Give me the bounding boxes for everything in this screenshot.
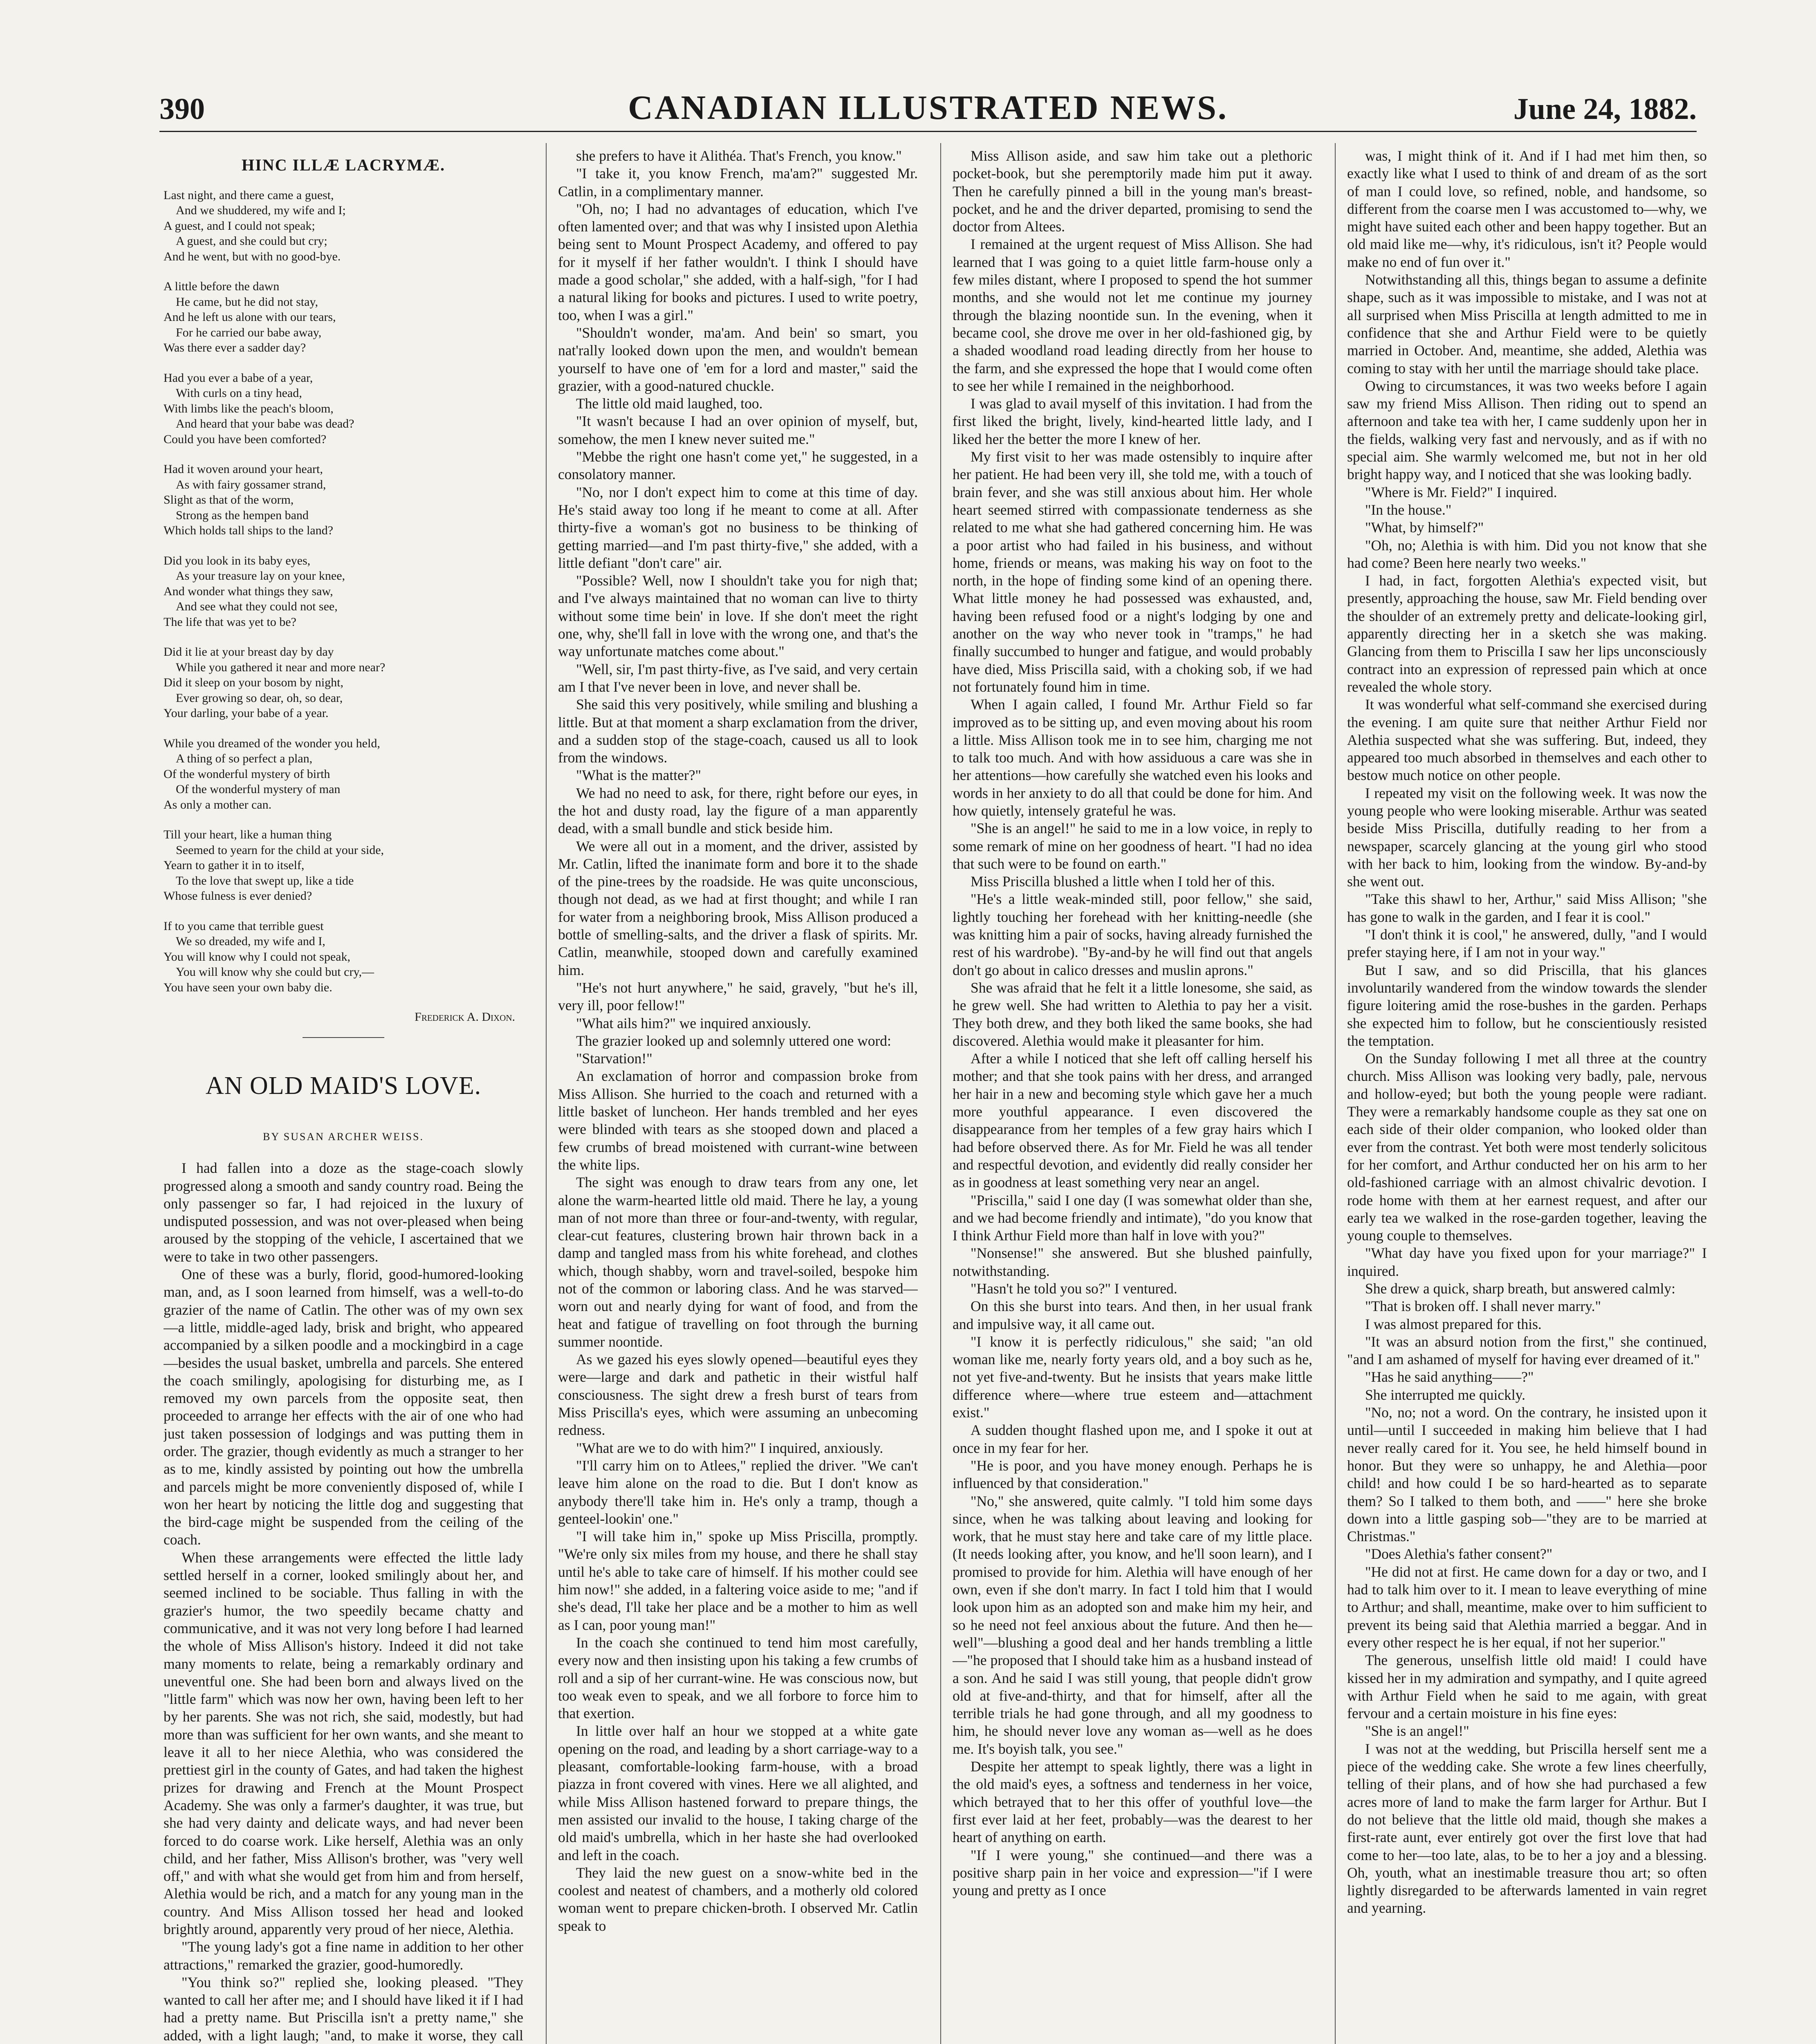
poem-line: Of the wonderful mystery of man [176, 782, 341, 796]
poem-line: While you gathered it near and more near? [176, 660, 386, 674]
header-rule [159, 131, 1697, 132]
paragraph: "Shouldn't wonder, ma'am. And bein' so smart, you nat'rally looked down upon the men, and wouldn't bemean yourself to have one of 'em for a lord and master," said the grazier, with a good-natured chuckle. [558, 324, 918, 394]
paragraph: We were all out in a moment, and the driver, assisted by Mr. Catlin, lifted the inanimate form and bore it to the shade of the pine-trees by the roadside. He was quite unconscious, though not dead, as we had at first thought; and while I ran for water from a neighboring brook, Miss Allison produced a bottle of smelling-salts, and the driver a flask of spirits. Mr. Catlin, meanwhile, stooped down and carefully examined him. [558, 838, 918, 978]
paragraph: "No, no; not a word. On the contrary, he insisted upon it until—until I succeeded in making him believe that I had never really cared for it. You see, he held himself bound in honor. But they were so unhappy, he and Alethia—poor child! and how could I be so hard-hearted as to separate them? So I talked to them both, and ——" here she broke down into a little gasping sob—"they are to be married at Christmas." [1347, 1404, 1707, 1545]
paragraph: In the coach she continued to tend him most carefully, every now and then insisting upon his taking a few crumbs of roll and a sip of her currant-wine. He was conscious now, but too weak even to speak, and we all forbore to force him to that exertion. [558, 1634, 918, 1722]
column-2-text [558, 147, 918, 1935]
paragraph: "He is poor, and you have money enough. Perhaps he is influenced by that consideration." [953, 1457, 1312, 1492]
paragraph: "What are we to do with him?" I inquired, anxiously. [576, 1439, 883, 1456]
poem-line: Whose fulness is ever denied? [164, 889, 312, 903]
story-byline: BY SUSAN ARCHER WEISS. [263, 1130, 424, 1143]
poem-line: And heard that your babe was dead? [176, 417, 354, 431]
paragraph: "Starvation!" [576, 1050, 652, 1067]
poem-line: As your treasure lay on your knee, [176, 569, 345, 583]
paragraph: I was almost prepared for this. [1365, 1316, 1542, 1332]
paragraph: The little old maid laughed, too. [576, 395, 763, 412]
column-3-text [953, 147, 1312, 1899]
poem-stanza [164, 188, 523, 264]
paragraph: "He's not hurt anywhere," he said, gravely, "but he's ill, very ill, poor fellow!" [558, 979, 918, 1014]
paragraph: Despite her attempt to speak lightly, there was a light in the old maid's eyes, a softness and tenderness in her voice, which betrayed that to her this offer of youthful love—the first ever laid at her feet, probably—was the dearest to her heart of anything on earth. [953, 1758, 1312, 1846]
paragraph: "What ails him?" we inquired anxiously. [576, 1015, 811, 1031]
column-2 [558, 147, 918, 2044]
paragraph: "She is an angel!" he said to me in a low voice, in reply to some remark of mine on her goodness of heart. "I had no idea that such were to be found on earth." [953, 820, 1312, 872]
paragraph: On the Sunday following I met all three at the country church. Miss Allison was looking very badly, pale, nervous and hollow-eyed; but both the young people were radiant. They were a remarkably handsome couple as they sat one on each side of their older companion, who looked older than ever from the contrast. Yet both were most tenderly solicitous for her comfort, and Arthur conducted her on his arm to her old-fashioned carriage with an almost chivalric devotion. I rode home with them at her earnest request, and after our early tea we walked in the rose-garden together, leaving the young couple to themselves. [1347, 1050, 1707, 1244]
poem-line: Had you ever a babe of a year, [164, 371, 313, 385]
poem-line: With limbs like the peach's bloom, [164, 401, 334, 415]
paragraph: As we gazed his eyes slowly opened—beautiful eyes they were—large and dark and pathetic in their wistful half consciousness. The sight drew a fresh burst of tears from Miss Priscilla's eyes, which were assuming an unbecoming redness. [558, 1351, 918, 1439]
paragraph: "Has he said anything——?" [1365, 1369, 1534, 1385]
poem-author: Frederick A. Dixon. [415, 1010, 515, 1024]
poem-line: Your darling, your babe of a year. [164, 706, 329, 720]
paragraph: "In the house." [1365, 501, 1452, 518]
poem-line: You will know why I could not speak, [164, 950, 350, 964]
column-4-text [1347, 147, 1707, 1917]
paragraph: I was glad to avail myself of this invitation. I had from the first liked the bright, lively, kind-hearted little lady, and I liked her the better the more I knew of her. [953, 395, 1312, 447]
poem-stanza [164, 919, 523, 995]
poem-line: A thing of so perfect a plan, [176, 752, 313, 766]
paragraph: Miss Allison aside, and saw him take out a plethoric pocket-book, but she peremptorily made him put it away. Then he carefully pinned a bill in the young man's breast-pocket, and he and the driver departed, promising to send the doctor from Altees. [953, 148, 1312, 235]
poem-line: Strong as the hempen band [176, 508, 309, 522]
poem-line: Slight as that of the worm, [164, 493, 294, 507]
poem-line: A guest, and I could not speak; [164, 219, 315, 233]
paragraph: "What, by himself?" [1365, 519, 1484, 536]
paragraph: she prefers to have it Alithéa. That's French, you know." [576, 148, 902, 164]
poem-stanza [164, 553, 523, 630]
poem-line: And we shuddered, my wife and I; [176, 204, 346, 217]
paragraph: "Does Alethia's father consent?" [1365, 1546, 1553, 1562]
column-divider [1335, 143, 1336, 2044]
paragraph: "I know it is perfectly ridiculous," she said; "an old woman like me, nearly forty years old, and a boy such as he, not yet five-and-twenty. But he insists that years make little difference where—where true esteem and—attachment exist." [953, 1333, 1312, 1421]
paragraph: I remained at the urgent request of Miss Allison. She had learned that I was going to a quiet little farm-house only a few miles distant, where I proposed to spend the hot summer months, and she would not let me continue my journey through the blazing noontide sun. In the evening, when it became cool, she drove me over in her old-fashioned gig, by a shaded woodland road leading directly from her house to the farm, and she expressed the hope that I would come often to see her while I remained in the neighborhood. [953, 236, 1312, 394]
paragraph: "No," she answered, quite calmly. "I told him some days since, when he was talking about leaving and looking for work, that he must stay here and take care of my little place. (It needs looking after, you know, and he'll soon learn), and I promised to provide for him. Alethia will have enough of her own, even if she don't marry. In fact I told him that I would look upon him as an adopted son and make him my heir, and so he need not feel anxious about the future. And then he—well"—blushing a good deal and her hands trembling a little—"he proposed that I should take him as a husband instead of a son. And he said I was still young, that people didn't grow old at five-and-thirty, and that for himself, after all the terrible trials he had gone through, and all my goodness to him, he should never love any woman as—well as he does me. It's boyish talk, you see." [953, 1493, 1312, 1757]
column-divider [546, 143, 547, 2044]
poem-line: For he carried our babe away, [176, 325, 322, 339]
paragraph: "I'll carry him on to Atlees," replied the driver. "We can't leave him alone on the road to die. But I don't know as anybody there'll take him in. He's only a tramp, though a genteel-lookin' one." [558, 1457, 918, 1527]
poem-line: And wonder what things they saw, [164, 584, 333, 598]
paragraph: "It wasn't because I had an over opinion of myself, but, somehow, the men I knew never suited me." [558, 413, 918, 447]
poem-line: We so dreaded, my wife and I, [176, 935, 325, 948]
poem-body [164, 188, 523, 995]
paragraph: "I take it, you know French, ma'am?" suggested Mr. Catlin, in a complimentary manner. [558, 165, 918, 199]
paragraph: "Nonsense!" she answered. But she blushed painfully, notwithstanding. [953, 1245, 1312, 1279]
paragraph: "Oh, no; Alethia is with him. Did you not know that she had come? Been here nearly two weeks." [1347, 537, 1707, 571]
poem-line: Had it woven around your heart, [164, 462, 323, 476]
paragraph: "If I were young," she continued—and there was a positive sharp pain in her voice and expression—"if I were young and pretty as I once [953, 1847, 1312, 1899]
paragraph: "It was an absurd notion from the first," she continued, "and I am ashamed of myself for having ever dreamed of it." [1347, 1333, 1707, 1368]
paragraph: I had fallen into a doze as the stage-coach slowly progressed along a smooth and sandy country road. Being the only passenger so far, I had rejoiced in the luxury of undisputed possession, and was not over-pleased when being aroused by the stopping of the vehicle, I ascertained that we were to take in two other passengers. [164, 1160, 523, 1265]
paragraph: She interrupted me quickly. [1365, 1386, 1526, 1403]
poem-stanza [164, 644, 523, 721]
poem-line: And he left us alone with our tears, [164, 310, 336, 324]
poem-line: With curls on a tiny head, [176, 386, 302, 400]
paragraph: "That is broken off. I shall never marry." [1365, 1298, 1601, 1315]
paragraph: My first visit to her was made ostensibly to inquire after her patient. He had been very ill, she told me, with a touch of brain fever, and she was still anxious about him. Her whole heart seemed stirred with compassionate tenderness as she related to me what she had gathered concerning him. He was a poor artist who had failed in his business, and without home, friends or means, was making his way on foot to the north, in the hope of finding some kind of an opening there. What little money he had possessed was exhausted, and, having been refused food or a night's lodging by one and another on the way who never took in "tramps," he had finally succumbed to hunger and fatigue, and would probably have died, Miss Priscilla said, with a choking sob, if we had not fortunately found him in time. [953, 448, 1312, 695]
poem-line: As only a mother can. [164, 798, 272, 811]
poem-line: Did you look in its baby eyes, [164, 554, 311, 567]
poem-line: Till your heart, like a human thing [164, 828, 332, 842]
poem-line: Did it sleep on your bosom by night, [164, 676, 343, 690]
paragraph: Owing to circumstances, it was two weeks before I again saw my friend Miss Allison. Then riding out to spend an afternoon and take tea with her, I came suddenly upon her in the fields, walking very fast and nervously, and as if with no special aim. She warmly welcomed me, but not in her old bright happy way, and I noticed that she was looking badly. [1347, 377, 1707, 483]
paragraph: "Well, sir, I'm past thirty-five, as I've said, and very certain am I that I've never been in love, and never shall be. [558, 661, 918, 695]
poem-line: To the love that swept up, like a tide [176, 874, 354, 888]
paragraph: She drew a quick, sharp breath, but answered calmly: [1365, 1280, 1676, 1297]
paragraph: "She is an angel!" [1365, 1723, 1469, 1739]
paragraph: "Possible? Well, now I shouldn't take you for nigh that; and I've always maintained that no woman can live to thirty without some time bein' in love. If she don't meet the right one, why, she'll fall in love with the wrong one, and that's the way unfortunate matches come about." [558, 572, 918, 660]
paragraph: On this she burst into tears. And then, in her usual frank and impulsive way, it all came out. [953, 1298, 1312, 1332]
poem-line: A little before the dawn [164, 280, 280, 294]
poem-title: HINC ILLÆ LACRYMÆ. [242, 156, 445, 174]
poem-line: Last night, and there came a guest, [164, 188, 334, 202]
paragraph: But I saw, and so did Priscilla, that his glances involuntarily wandered from the window towards the slender figure loitering amid the rose-bushes in the garden. Perhaps she expected him to follow, but he conscientiously resisted the temptation. [1347, 961, 1707, 1049]
poem-line: And he went, but with no good-bye. [164, 249, 341, 263]
paragraph: The grazier looked up and solemnly uttered one word: [576, 1032, 891, 1049]
column-1-text [164, 1159, 523, 2044]
issue-date: June 24, 1882. [1513, 92, 1697, 126]
paragraph: "What day have you fixed upon for your marriage?" I inquired. [1347, 1245, 1707, 1279]
paragraph: I had, in fact, forgotten Alethia's expected visit, but presently, approaching the house, saw Mr. Field bending over the shoulder of an extremely pretty and delicate-looking girl, apparently directing her in a sketch she was making. Glancing from them to Priscilla I saw her lips unconsciously contract into an expression of repressed pain which at once revealed the whole story. [1347, 572, 1707, 695]
story-title: AN OLD MAID'S LOVE. [205, 1071, 482, 1100]
poem-line: If to you came that terrible guest [164, 919, 324, 933]
paragraph: "Oh, no; I had no advantages of education, which I've often lamented over; and that was why I insisted upon Alethia being sent to Mount Prospect Academy, and offered to pay for it myself if her father wouldn't. I think I should have made a good scholar," she added, with a half-sigh, "for I had a natural liking for books and pictures. I used to write poetry, too, when I was a girl." [558, 200, 918, 323]
poem-line: Seemed to yearn for the child at your side, [176, 843, 384, 857]
paragraph: In little over half an hour we stopped at a white gate opening on the road, and leading by a short carriage-way to a pleasant, comfortable-looking farm-house, with a broad piazza in front covered with vines. Here we all alighted, and while Miss Allison hastened forward to prepare things, the men assisted our invalid to the house, I taking charge of the old maid's umbrella, which in her haste she had overlooked and left in the coach. [558, 1723, 918, 1863]
poem-line: Ever growing so dear, oh, so dear, [176, 691, 343, 705]
paragraph: "What is the matter?" [576, 767, 701, 784]
paragraph: The sight was enough to draw tears from any one, let alone the warm-hearted little old maid. There he lay, a young man of not more than three or four-and-twenty, with regular, clear-cut features, clustering brown hair thrown back in a damp and tangled mass from his white forehead, and clothes which, though shabby, worn and travel-soiled, bespoke him not of the common or laboring class. And he was starved—worn out and nearly dying for want of food, and from the heat and fatigue of travelling on foot through the burning summer noontide. [558, 1174, 918, 1350]
paragraph: It was wonderful what self-command she exercised during the evening. I am quite sure that neither Arthur Field nor Alethia suspected what she was suffering. But, indeed, they appeared too much absorbed in themselves and each other to bestow much notice on other people. [1347, 696, 1707, 784]
paragraph: I repeated my visit on the following week. It was now the young people who were looking miserable. Arthur was seated beside Miss Priscilla, dutifully reading to her from a newspaper, scarcely glancing at the young girl who stood with her back to him, looking from the window. By-and-by she went out. [1347, 784, 1707, 890]
paragraph: She was afraid that he felt it a little lonesome, she said, as he grew well. She had written to Alethia to pay her a visit. They both drew, and they both liked the same books, she had discovered. Alethia would make it pleasanter for him. [953, 979, 1312, 1049]
paragraph: We had no need to ask, for there, right before our eyes, in the hot and dusty road, lay the figure of a man apparently dead, with a small bundle and stick beside him. [558, 784, 918, 837]
poem-stanza [164, 736, 523, 813]
poem-line: Which holds tall ships to the land? [164, 524, 333, 538]
paragraph: "Hasn't he told you so?" I ventured. [971, 1280, 1177, 1297]
paragraph: was, I might think of it. And if I had met him then, so exactly like what I used to think of and dream of as the sort of man I could love, so refined, noble, and handsome, so different from the coarse men I was accustomed to—why, we might have suited each other and been happy together. But an old maid like me—why, it's ridiculous, isn't it? People would make no end of fun over it." [1347, 148, 1707, 270]
paragraph: "I will take him in," spoke up Miss Priscilla, promptly. "We're only six miles from my house, and there he shall stay until he's able to take care of himself. If his mother could see him now!" she added, in a faltering voice aside to me; "and if she's dead, I'll take her place and be a mother to him as well as I can, poor young man!" [558, 1528, 918, 1633]
paragraph: "No, nor I don't expect him to come at this time of day. He's staid away too long if he meant to come at all. After thirty-five a woman's got no business to be thinking of getting married—and I'm past thirty-five," she added, with a little defiant "don't care" air. [558, 484, 918, 571]
masthead [159, 84, 1697, 133]
paragraph: I was not at the wedding, but Priscilla herself sent me a piece of the wedding cake. She wrote a few lines cheerfully, telling of their plans, and of how she had purchased a few acres more of land to make the farm larger for Arthur. But I do not believe that the little old maid, though she makes a first-rate aunt, ever entirely got over the first love that had come to her—too late, alas, to be to her a joy and a blessing. Oh, youth, what an inestimable treasure thou art; so often lightly disregarded to be afterwards lamented in vain regret and yearning. [1347, 1740, 1707, 1916]
separator [303, 1037, 384, 1038]
poem-line: Yearn to gather it in to itself, [164, 858, 305, 872]
column-1 [164, 147, 523, 2044]
paragraph: Notwithstanding all this, things began to assume a definite shape, such as it was impossible to mistake, and I was not at all surprised when Miss Priscilla at length admitted to me in confidence that she and Arthur Field were to be quietly married in October. And, meantime, she added, Alethia was coming to stay with her until the marriage should take place. [1347, 271, 1707, 377]
paragraph: "Where is Mr. Field?" I inquired. [1365, 484, 1557, 500]
poem-line: Was there ever a sadder day? [164, 341, 306, 355]
poem-line: He came, but he did not stay, [176, 295, 318, 309]
paragraph: A sudden thought flashed upon me, and I spoke it out at once in my fear for her. [953, 1422, 1312, 1456]
column-4 [1347, 147, 1707, 2044]
column-3 [953, 147, 1312, 2044]
poem-line: You will know why she could but cry,— [176, 965, 374, 979]
poem-stanza [164, 827, 523, 904]
poem-stanza [164, 279, 523, 356]
poem-line: Did it lie at your breast day by day [164, 645, 334, 659]
paragraph: "The young lady's got a fine name in addition to her other attractions," remarked the grazier, good-humoredly. [164, 1939, 523, 1973]
paragraph: "Take this shawl to her, Arthur," said Miss Allison; "she has gone to walk in the garden, and I fear it is cool." [1347, 891, 1707, 925]
poem-stanza [164, 462, 523, 538]
poem-line: Could you have been comforted? [164, 432, 327, 446]
poem-line: You have seen your own baby die. [164, 980, 332, 994]
paragraph: She said this very positively, while smiling and blushing a little. But at that moment a sharp exclamation from the driver, and a sudden stop of the stage-coach, caused us all to look from the windows. [558, 696, 918, 766]
publication-title: CANADIAN ILLUSTRATED NEWS. [628, 89, 1228, 127]
paragraph: When I again called, I found Mr. Arthur Field so far improved as to be sitting up, and even moving about his room a little. Miss Allison took me in to see him, charging me not to talk too much. And with how assiduous a care was she in her attentions—how carefully she watched even his looks and words in her anxiety to do all that could be done for him. And how quietly, intensely grateful he was. [953, 696, 1312, 819]
paragraph: The generous, unselfish little old maid! I could have kissed her in my admiration and sympathy, and I quite agreed with Arthur Field when he said to me again, with great fervour and a certain moisture in his fine eyes: [1347, 1652, 1707, 1722]
paragraph: An exclamation of horror and compassion broke from Miss Allison. She hurried to the coach and returned with a little basket of luncheon. Her hands trembled and her eyes were blinded with tears as she stooped down and placed a few crumbs of bread moistened with currant-wine between the white lips. [558, 1068, 918, 1173]
paragraph: "He did not at first. He came down for a day or two, and I had to talk him over to it. I mean to leave everything of mine to Arthur; and shall, meantime, make over to him sufficient to prevent its being said that Alethia married a beggar. And in every other respect he is her equal, if not her superior." [1347, 1563, 1707, 1651]
paragraph: "Priscilla," said I one day (I was somewhat older than she, and we had become friendly and intimate), "do you know that I think Arthur Field more than half in love with you?" [953, 1192, 1312, 1244]
poem-line: And see what they could not see, [176, 600, 338, 614]
paragraph: One of these was a burly, florid, good-humored-looking man, and, as I soon learned from himself, was a well-to-do grazier of the name of Catlin. The other was of my own sex—a little, middle-aged lady, brisk and bright, who appeared accompanied by a silken poodle and a mockingbird in a cage—besides the usual basket, umbrella and parcels. She entered the coach smilingly, apologising for disturbing me, as I removed my own parcels from the opposite seat, then proceeded to arrange her effects with the air of one who had just taken possession of lodgings and was putting them in order. The grazier, though evidently as much a stranger to her as to me, kindly assisted by pointing out how the umbrella and parcels might be more conveniently disposed of, while I won her heart by noticing the little dog and suggesting that the bird-cage might be suspended from the ceiling of the coach. [164, 1266, 523, 1548]
paragraph: "I don't think it is cool," he answered, dully, "and I would prefer staying here, if I am not in your way." [1347, 926, 1707, 961]
paragraph: After a while I noticed that she left off calling herself his mother; and that she took pains with her dress, and arranged her hair in a new and becoming style which gave her a much more youthful appearance. I even discovered the disappearance from her temples of a few gray hairs which I had before observed there. As for Mr. Field he was all tender and respectful devotion, and evidently did really consider her as in goodness at least something very near an angel. [953, 1050, 1312, 1191]
paragraph: Miss Priscilla blushed a little when I told her of this. [971, 873, 1275, 890]
page-number: 390 [159, 92, 205, 126]
poem-line: A guest, and she could but cry; [176, 234, 327, 248]
paragraph: When these arrangements were effected the little lady settled herself in a corner, looked smilingly about her, and seemed inclined to be sociable. Thus falling in with the grazier's humor, the two speedily became chatty and communicative, and it was not very long before I had learned the whole of Miss Allison's history. Indeed it did not take many moments to relate, being a remarkably ordinary and uneventful one. She had been born and always lived on the "little farm" which was now her own, having been left to her by her parents. She was not rich, she said, modestly, but had more than was sufficient for her own wants, and she meant to leave it all to her niece Alethia, who was considered the prettiest girl in the county of Gates, and had taken the highest prizes for drawing and French at the Mount Prospect Academy. She was only a farmer's daughter, it was true, but she had very dainty and delicate ways, and had never been forced to do coarse work. Like herself, Alethia was an only child, and her father, Miss Allison's brother, was "very well off," and with what she would get from him and from herself, Alethia would be rich, and a match for any young man in the country. And Miss Allison tossed her head and looked brightly around, apparently very proud of her niece, Alethia. [164, 1549, 523, 1937]
poem-line: The life that was yet to be? [164, 615, 296, 629]
paragraph: "Mebbe the right one hasn't come yet," he suggested, in a consolatory manner. [558, 448, 918, 483]
paragraph: "He's a little weak-minded still, poor fellow," she said, lightly touching her forehead with her knitting-needle (she was knitting him a pair of socks, having already furnished the rest of his wardrobe). "By-and-by he will find out that angels don't go about in calico dresses and muslin aprons." [953, 891, 1312, 978]
poem-line: While you dreamed of the wonder you held, [164, 736, 380, 750]
paragraph: They laid the new guest on a snow-white bed in the coolest and neatest of chambers, and a motherly old colored woman went to prepare chicken-broth. I observed Mr. Catlin speak to [558, 1864, 918, 1934]
paragraph: "You think so?" replied she, looking pleased. "They wanted to call her after me; and I should have liked it if I had had a pretty name. But Priscilla isn't a pretty name," she added, with a light laugh; "and, to make it worse, they call [164, 1974, 523, 2044]
poem-line: Of the wonderful mystery of birth [164, 767, 330, 781]
poem-stanza [164, 370, 523, 447]
poem-line: As with fairy gossamer strand, [176, 477, 326, 491]
column-divider [940, 143, 941, 2044]
